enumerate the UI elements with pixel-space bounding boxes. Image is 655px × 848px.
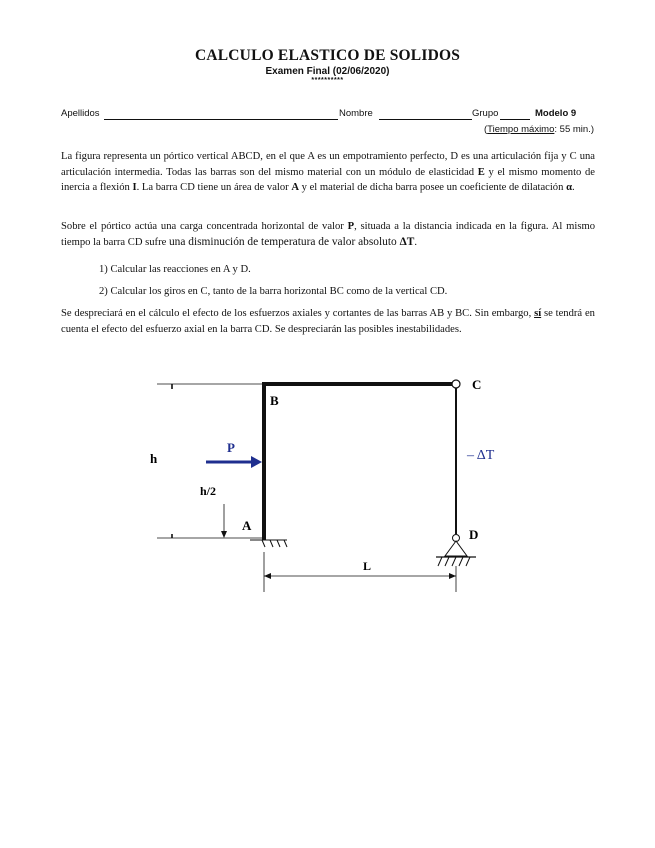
support-a-hatch	[262, 540, 287, 547]
label-l: L	[363, 559, 372, 573]
tiempo-maximo: (Tiempo máximo: 55 min.)	[483, 124, 594, 135]
support-d-triangle	[445, 541, 467, 556]
dim-l-arrow-right	[449, 573, 456, 579]
label-h: h	[150, 451, 158, 466]
load-p-arrowhead	[251, 456, 262, 468]
apellidos-label: Apellidos	[61, 108, 100, 119]
nombre-field[interactable]	[379, 119, 472, 120]
paragraph-description: La figura representa un pórtico vertical ABCD, en el que A es un empotramiento perfecto, D es una articulación fija y C una articulación intermedia. Todas las barras son del mismo material con un módulo de elasticidad E y el mismo momento de inercia a flexión I. La barra CD tiene un área de valor A y el material de dicha barra posee un coeficiente de dilatación α.	[61, 151, 595, 193]
separator-stars: **********	[311, 77, 344, 84]
question-2: 2) Calcular los giros en C, tanto de la barra horizontal BC como de la vertical CD.	[99, 286, 448, 297]
label-c: C	[472, 377, 482, 392]
question-1: 1) Calcular las reacciones en A y D.	[99, 264, 251, 275]
label-d: D	[469, 527, 479, 542]
support-d-hatch	[438, 557, 470, 566]
label-delta-t: – ΔT	[467, 448, 495, 463]
nombre-label: Nombre	[339, 108, 373, 119]
hinge-c	[452, 380, 460, 388]
modelo-label: Modelo 9	[535, 108, 577, 119]
dim-l-arrow-left	[264, 573, 271, 579]
grupo-field[interactable]	[500, 119, 530, 120]
label-b: B	[270, 393, 279, 408]
frame-diagram	[0, 360, 655, 610]
document-title: CALCULO ELASTICO DE SOLIDOS	[194, 47, 461, 64]
dim-h2-arrowhead	[221, 531, 227, 538]
tiempo-label: Tiempo máximo	[487, 124, 555, 135]
label-h2: h/2	[200, 484, 217, 498]
apellidos-field[interactable]	[104, 119, 338, 120]
paragraph-assumptions: Se despreciará en el cálculo el efecto de los esfuerzos axiales y cortantes de las barras AB y BC. Sin embargo, sí se tendrá en cuenta el efecto del esfuerzo axial en la barra CD. Se despreciarán las posibles inestabilidades.	[61, 308, 595, 335]
label-p: P	[227, 440, 235, 455]
grupo-label: Grupo	[472, 108, 499, 119]
exam-subtitle: Examen Final (02/06/2020)	[265, 66, 390, 77]
paragraph-loading: Sobre el pórtico actúa una carga concentrada horizontal de valor P, situada a la distancia indicada en la figura. Al mismo tiempo la barra CD sufre una disminución de temperatura de valor absoluto ΔT.	[61, 221, 595, 248]
label-a: A	[242, 518, 252, 533]
